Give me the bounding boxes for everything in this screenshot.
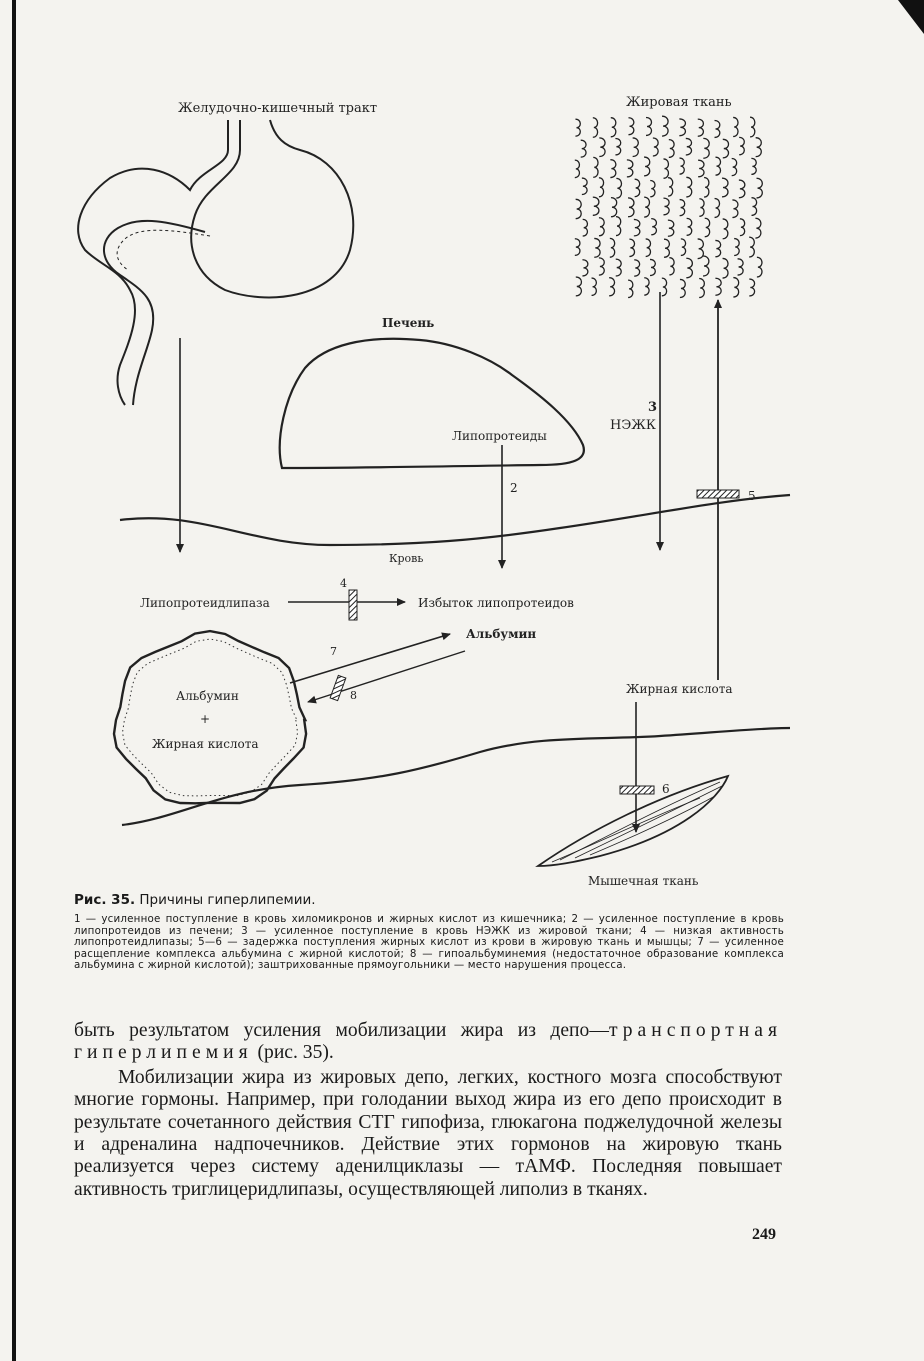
fat-cell	[680, 279, 685, 297]
fat-cell	[751, 158, 756, 174]
fat-cell	[646, 239, 651, 257]
block-4	[349, 590, 357, 620]
block-5	[697, 490, 739, 498]
fat-cell	[749, 237, 754, 257]
fat-cell	[733, 117, 738, 136]
fat-cell	[576, 199, 582, 218]
fat-cell	[609, 278, 614, 296]
fat-cell	[680, 158, 685, 174]
label-albumin-fa-plus: +	[200, 712, 211, 726]
label-blood: Кровь	[389, 552, 424, 565]
fat-cell	[634, 260, 639, 276]
fat-cell	[644, 197, 649, 217]
paragraph-1-end: (рис. 35).	[252, 1042, 334, 1064]
liver	[280, 339, 584, 468]
fat-cell	[635, 179, 640, 196]
fat-cell	[610, 238, 615, 257]
fat-cell	[593, 118, 598, 138]
label-lipoproteins: Липопротеиды	[452, 429, 547, 443]
fat-cell	[627, 160, 633, 177]
fat-cell	[592, 278, 597, 295]
fat-cell	[751, 198, 756, 216]
fat-cell	[722, 178, 728, 197]
fat-cell	[679, 119, 685, 136]
block-6	[620, 786, 654, 794]
fat-cell	[669, 258, 674, 275]
fat-cell	[723, 219, 728, 239]
fat-cell	[644, 157, 650, 176]
label-albumin-fa-2: Жирная кислота	[152, 737, 259, 751]
paragraph-1	[74, 1020, 782, 1065]
fat-cell	[650, 259, 655, 275]
fat-cell	[739, 180, 745, 198]
paragraph-2: Мобилизации жира из жировых депо, легких, костного мозга способствуют многие гормоны. Например, при голодании выход жира из его депо происходит в результате сочетанного действия СТГ гипофиза, глюкагона поджелудочной железы и адреналина надпочечников. Действие этих гормонов на жировую ткань реализуется через систему аденилциклазы — тАМФ. Последняя повышает активность триглицеридлипазы, осуществляющей липолиз в тканях.	[74, 1066, 782, 1200]
fat-cell	[698, 160, 704, 177]
fat-cell	[699, 279, 704, 298]
fat-cell	[715, 240, 720, 256]
figure-caption	[74, 892, 784, 972]
adipose-tissue	[575, 116, 763, 297]
fat-cell	[633, 138, 639, 157]
label-adipose: Жировая ткань	[626, 95, 732, 110]
block-8	[330, 675, 346, 700]
fat-cell	[628, 280, 633, 297]
caption-body: 1 — усиленное поступление в кровь хиломикронов и жирных кислот из кишечника; 2 — усиленное поступление в кровь липопротеидов из печени; 3 — усиленное поступление в кровь НЭЖК из жировой ткани; 4 — низкая активность липопротеидлипазы; 5—6 — задержка поступления жирных кислот из крови в жировую ткань и мышцы; 7 — усиленное расщепление комплекса альбумина с жирной кислотой; 8 — гипоальбуминемия (недостаточное образование комплекса альбумина с жирной кислотой); заштрихованные прямоугольники — место нарушения процесса.	[74, 913, 784, 972]
fat-cell	[756, 178, 762, 198]
fat-cell	[644, 278, 649, 295]
fat-cell	[681, 239, 686, 256]
fat-cell	[733, 278, 738, 297]
label-muscle: Мышечная ткань	[588, 874, 699, 888]
caption-title	[74, 892, 784, 908]
fat-cell	[615, 138, 620, 154]
arrow-7	[290, 634, 450, 683]
fat-cell	[593, 197, 599, 215]
fat-cell	[750, 117, 755, 137]
page-number: 249	[752, 1226, 776, 1243]
fat-cell	[669, 140, 674, 158]
fat-cell	[686, 177, 691, 197]
fat-cell	[732, 200, 738, 218]
label-liver: Печень	[382, 316, 435, 330]
fat-cell	[611, 198, 617, 217]
fat-cell	[582, 178, 587, 194]
fat-cell	[757, 257, 762, 277]
blood-vessel-upper	[120, 495, 790, 545]
fat-cell	[734, 239, 739, 256]
fat-cell	[663, 159, 668, 178]
fat-cell	[715, 198, 720, 217]
fat-cell	[581, 140, 586, 157]
fat-cell	[610, 160, 616, 178]
fat-cell	[593, 157, 598, 177]
fat-cell	[575, 239, 580, 256]
fat-cell	[686, 138, 692, 155]
fat-cell	[740, 219, 745, 236]
fat-cell	[628, 118, 633, 135]
fat-cell	[646, 117, 651, 135]
fat-cell	[653, 138, 658, 156]
number-5: 5	[748, 489, 756, 503]
fat-cell	[650, 181, 655, 197]
fat-cell	[704, 177, 709, 197]
fat-cell	[583, 219, 588, 236]
fat-cell	[703, 138, 709, 158]
label-gi-tract: Желудочно-кишечный тракт	[178, 101, 378, 116]
number-6: 6	[662, 782, 670, 796]
paragraph-1-start: быть результатом усиления мобилизации жира из депо—	[74, 1020, 609, 1041]
fat-cell	[663, 198, 669, 215]
fat-cell	[599, 138, 605, 157]
fat-cell	[739, 137, 744, 154]
fat-cell	[651, 219, 656, 235]
fat-cell	[628, 198, 634, 217]
caption-title-prefix: Рис. 35.	[74, 892, 136, 908]
fat-cell	[699, 199, 704, 217]
label-lpl: Липопротеидлипаза	[140, 596, 270, 610]
paragraph-1-emphasis: транспортная гиперлипемия	[74, 1020, 782, 1064]
fat-cell	[629, 239, 634, 256]
fat-cell	[616, 178, 621, 198]
fat-cell	[698, 119, 704, 136]
number-3: 3	[648, 400, 658, 415]
fat-cell	[599, 258, 604, 275]
fat-cell	[723, 258, 728, 278]
number-8: 8	[350, 689, 357, 702]
label-albumin: Альбумин	[466, 627, 537, 641]
caption-title-text: Причины гиперлипемии.	[139, 892, 316, 908]
fat-cell	[723, 139, 729, 158]
fat-cell	[664, 239, 669, 257]
label-fatty-acid: Жирная кислота	[626, 682, 733, 696]
label-nefa-text: НЭЖК	[610, 418, 656, 433]
fat-cell	[599, 178, 604, 197]
fat-cell	[703, 256, 709, 276]
fat-cell	[715, 278, 721, 295]
label-albumin-fa-1: Альбумин	[176, 689, 239, 703]
fat-cell	[698, 239, 704, 259]
fat-cell	[662, 278, 667, 296]
number-7: 7	[330, 645, 337, 658]
fat-cell	[687, 218, 692, 235]
number-2: 2	[510, 481, 518, 495]
fat-cell	[662, 116, 668, 136]
fat-cell	[705, 218, 710, 237]
number-4: 4	[340, 577, 347, 590]
fat-cell	[756, 138, 762, 157]
fat-cell	[749, 279, 754, 296]
fat-cell	[715, 120, 720, 137]
fat-cell	[755, 218, 761, 238]
fat-cell	[575, 160, 580, 177]
fat-cell	[668, 178, 673, 196]
fat-cell	[576, 277, 582, 296]
fat-cell	[668, 220, 674, 236]
fat-cell	[616, 217, 621, 236]
fat-cell	[715, 157, 720, 175]
fat-cell	[732, 158, 737, 175]
fat-cell	[680, 200, 685, 216]
fat-cell	[686, 258, 692, 277]
fat-cell	[582, 260, 587, 276]
fat-cell	[611, 118, 616, 137]
fat-cell	[575, 119, 580, 136]
fat-cell	[616, 259, 621, 276]
body-text	[74, 1020, 782, 1201]
label-excess-lipoproteins: Избыток липопротеидов	[418, 596, 574, 610]
fat-cell	[599, 218, 604, 236]
fat-cell	[738, 259, 744, 275]
fat-cell	[594, 238, 600, 257]
fat-cell	[634, 219, 640, 235]
